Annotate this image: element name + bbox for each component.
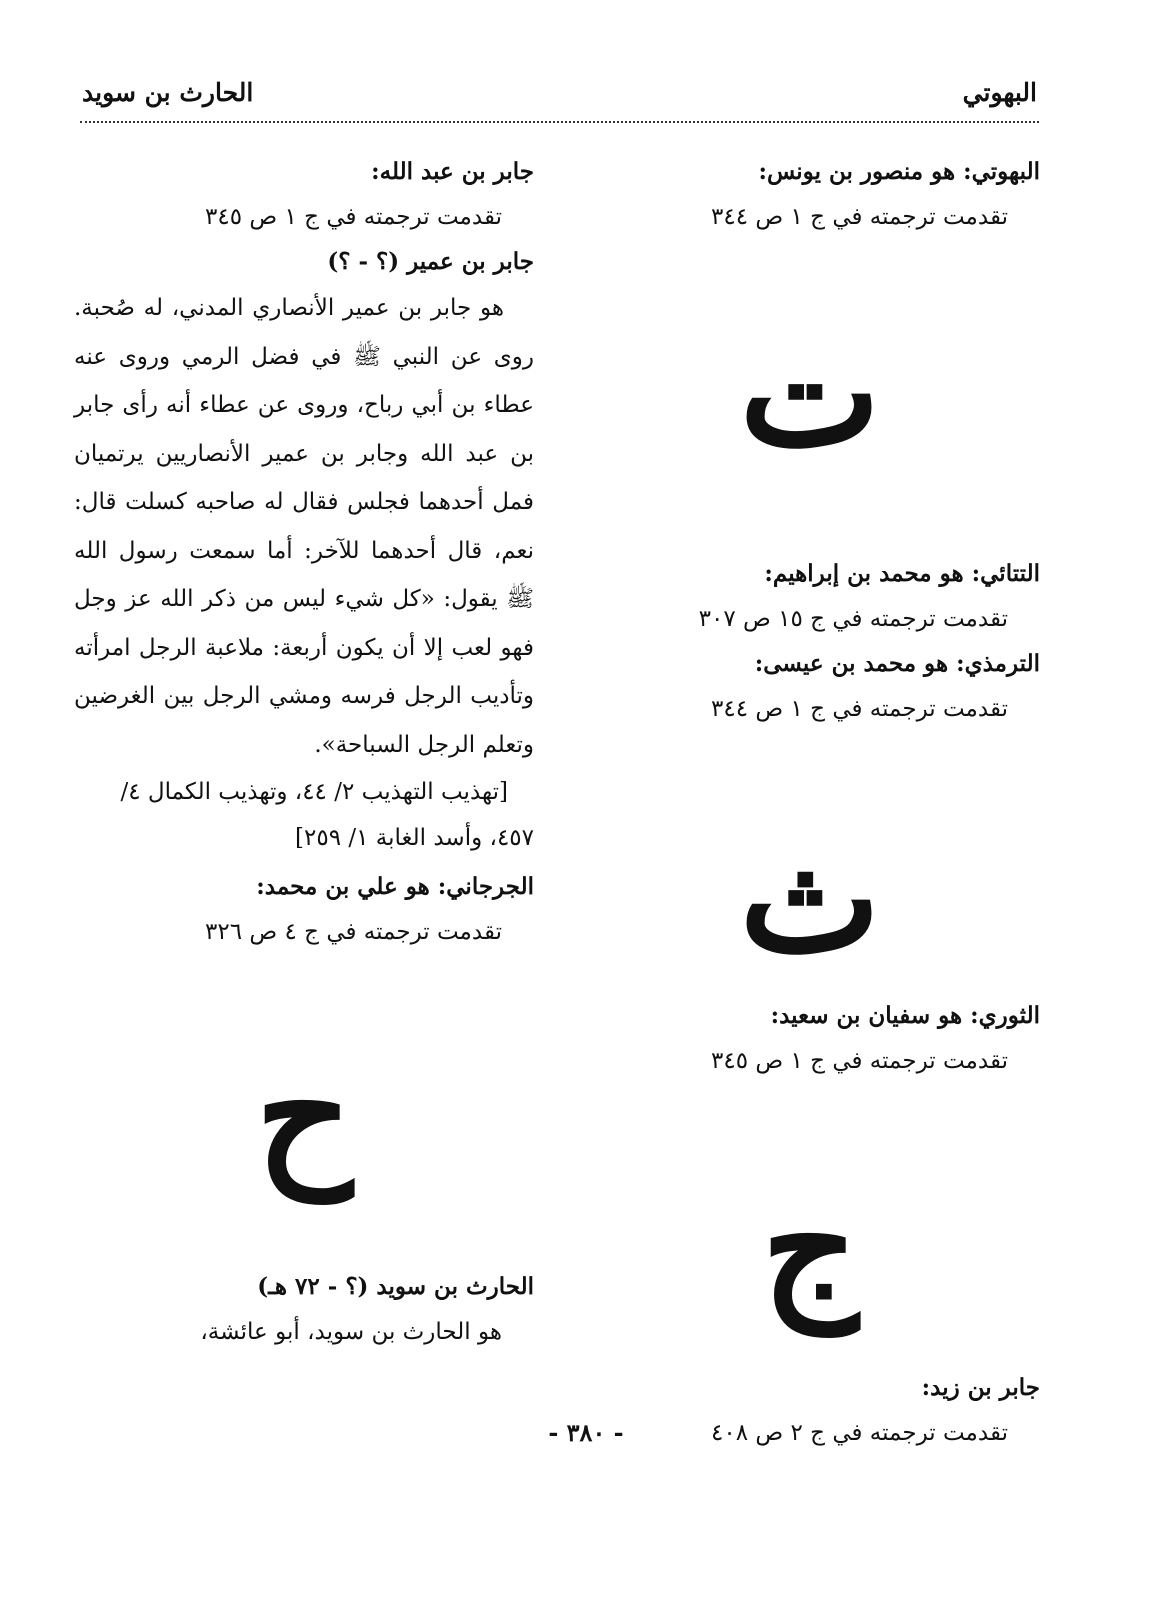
entry-title-thawri: الثوري: هو سفيان بن سعيد: [770,1002,1040,1029]
entry-body-jabir-umayr: هو جابر بن عمير الأنصاري المدني، له صُحبة. روى عن النبي ﷺ في فضل الرمي وروى عنه عطاء بن أبي رباح، وروى عن عطاء أنه رأى جابر بن عبد الله وجابر بن عمير الأنصاريين يرتميان فمل أحدهما فجلس فقال له صاحبه كسلت قال: نعم، قال أحدهما للآخر: أما سمعت رسول الله ﷺ يقول: «كل شيء ليس من ذكر الله عز وجل فهو لعب إلا أن يكون أربعة: ملاعبة الرجل امرأته وتأديب الرجل فرسه ومشي الرجل بين الغرضين وتعلم الرجل السباحة». [74,295,534,758]
left-column [74,150,534,1355]
entry-ref-jurjani: تقدمت ترجمته في ج ٤ ص ٣٢٦ [204,919,502,945]
entry-title-tatai: التتائي: هو محمد بن إبراهيم: [764,560,1040,587]
entry-title-jabir-umayr: جابر بن عمير (؟ - ؟) [327,248,534,275]
entry-ref-tirmidhi: تقدمت ترجمته في ج ١ ص ٣٤٤ [710,696,1008,722]
entry-ref-thawri: تقدمت ترجمته في ج ١ ص ٣٤٥ [710,1048,1008,1074]
section-letter-jim: ج [761,1159,859,1335]
section-letter-ha: ح [255,1026,353,1202]
running-header-right: البهوتي [962,78,1037,107]
entry-sources-jabir-umayr: [تهذيب التهذيب ٢/ ٤٤، وتهذيب الكمال ٤/ ٤٥٧، وأسد الغابة ١/ ٢٥٩] [120,779,534,851]
entry-title-tirmidhi: الترمذي: هو محمد بن عيسى: [754,650,1040,677]
entry-ref-tatai: تقدمت ترجمته في ج ١٥ ص ٣٠٧ [698,606,1008,632]
page-number: - ٣٨٠ - [548,1418,624,1447]
header-divider [80,121,1039,123]
entry-title-jabir-zayd: جابر بن زيد: [921,1374,1040,1401]
entry-ref-jabir-abdullah: تقدمت ترجمته في ج ١ ص ٣٤٥ [204,204,502,230]
running-header-left: الحارث بن سويد [82,78,254,107]
entry-title-bahuti: البهوتي: هو منصور بن يونس: [758,158,1040,185]
section-letter-tha: ث [739,811,881,987]
entry-ref-jabir-zayd: تقدمت ترجمته في ج ٢ ص ٤٠٨ [710,1420,1008,1446]
right-column [580,150,1040,1456]
section-letter-ta: ت [739,305,881,481]
entry-ref-bahuti: تقدمت ترجمته في ج ١ ص ٣٤٤ [710,204,1008,230]
entry-title-jabir-abdullah: جابر بن عبد الله: [371,158,534,185]
entry-title-harith-suwayd: الحارث بن سويد (؟ - ٧٢ هـ) [257,1273,534,1300]
entry-title-jurjani: الجرجاني: هو علي بن محمد: [256,873,534,900]
entry-body-harith-suwayd: هو الحارث بن سويد، أبو عائشة، [200,1319,502,1345]
